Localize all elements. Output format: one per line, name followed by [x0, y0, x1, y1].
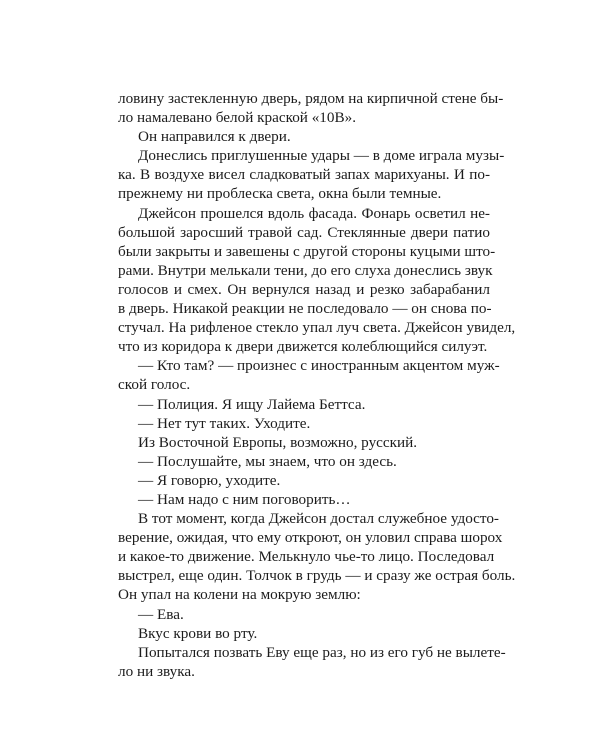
text-line: выстрел, еще один. Толчок в грудь — и сразу же острая боль. [118, 567, 516, 585]
text-line: Попытался позвать Еву еще раз, но из его губ не вылете- [138, 643, 506, 661]
text-line: Джейсон прошелся вдоль фасада. Фонарь осветил не- [138, 204, 490, 222]
text-line: ло намалевано белой краской «10B». [118, 109, 357, 127]
paragraph [118, 452, 490, 471]
text-line: — Нет тут таких. Уходите. [138, 414, 311, 432]
text-line: Он упал на колени на мокрую землю: [118, 586, 361, 604]
text-line: — Я говорю, уходите. [138, 471, 281, 489]
paragraph [118, 433, 490, 452]
text-line: большой заросший травой сад. Стеклянные двери патио [118, 223, 490, 241]
paragraph [118, 605, 490, 624]
paragraph [118, 356, 500, 394]
text-line: были закрыты и завешены с другой стороны куцыми што- [118, 242, 496, 260]
paragraph [118, 509, 516, 604]
text-line: Вкус крови во рту. [138, 624, 258, 642]
paragraph [118, 127, 490, 146]
paragraph [118, 624, 490, 643]
text-line: — Послушайте, мы знаем, что он здесь. [138, 452, 397, 470]
paragraph [118, 204, 516, 357]
paragraph [118, 89, 504, 127]
text-line: верение, ожидая, что ему откроют, он уловил справа шорох [118, 529, 503, 547]
paragraph [118, 643, 506, 681]
text-line: В тот момент, когда Джейсон достал служебное удосто- [138, 510, 499, 528]
paragraph [118, 395, 490, 414]
text-line: — Кто там? — произнес с иностранным акцентом муж- [138, 357, 500, 375]
paragraph [118, 490, 490, 509]
paragraph [118, 471, 490, 490]
text-line: что из коридора к двери движется колеблющийся силуэт. [118, 338, 488, 356]
text-line: — Ева. [138, 605, 184, 623]
text-line: ской голос. [118, 376, 191, 394]
text-line: и какое-то движение. Мелькнуло чье-то лицо. Последовал [118, 548, 495, 566]
paragraph [118, 146, 505, 203]
text-line: — Полиция. Я ищу Лайема Беттса. [138, 395, 366, 413]
text-line: прежнему ни проблеска света, окна были темные. [118, 185, 442, 203]
text-line: ло ни звука. [118, 662, 195, 680]
text-line: стучал. На рифленое стекло упал луч света. Джейсон увидел, [118, 319, 516, 337]
text-line: ловину застекленную дверь, рядом на кирпичной стене бы- [118, 90, 504, 107]
paragraph [118, 414, 490, 433]
text-line: Донеслись приглушенные удары — в доме играла музы- [138, 147, 505, 165]
text-line: — Нам надо с ним поговорить… [138, 490, 351, 508]
body-text [118, 89, 516, 681]
text-line: рами. Внутри мелькали тени, до его слуха донеслись звук [118, 261, 493, 279]
text-line: Из Восточной Европы, возможно, русский. [138, 433, 418, 451]
text-line: голосов и смех. Он вернулся назад и резко забарабанил [118, 280, 490, 298]
text-line: в дверь. Никакой реакции не последовало — он снова по- [118, 300, 492, 318]
text-line: ка. В воздухе висел сладковатый запах марихуаны. И по- [118, 166, 490, 184]
text-line: Он направился к двери. [138, 128, 291, 146]
